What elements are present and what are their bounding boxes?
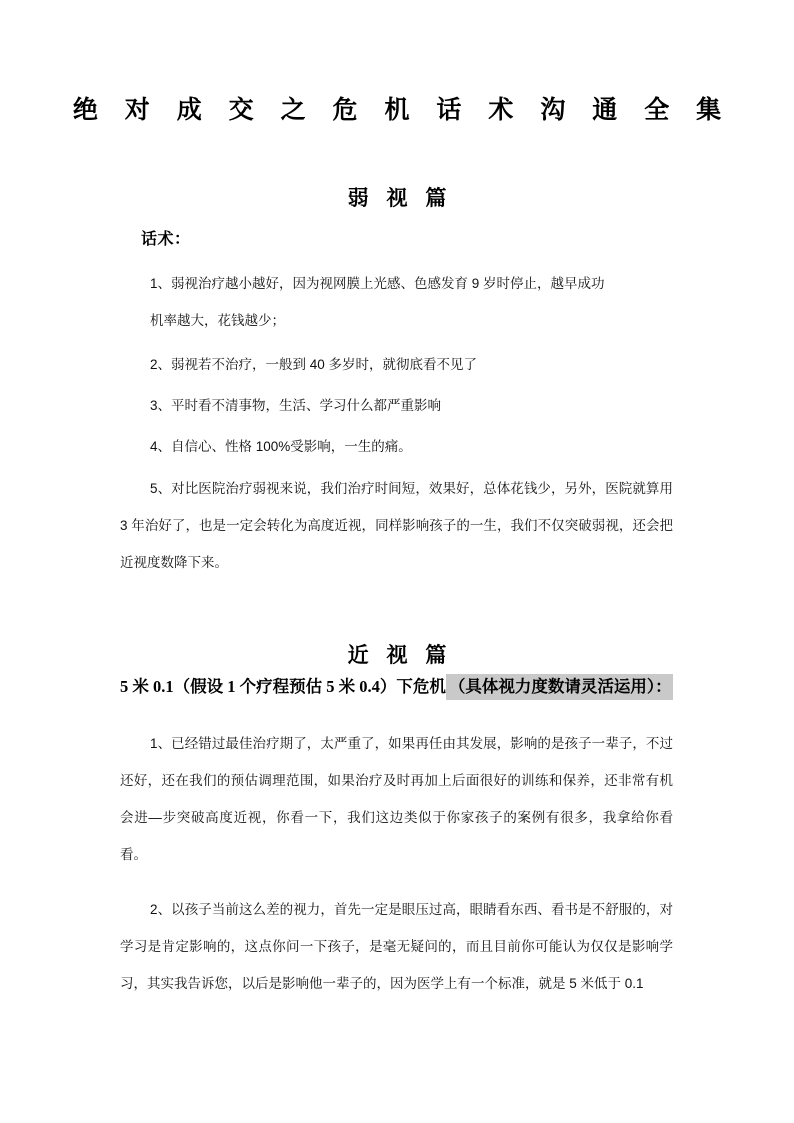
document-title: 绝 对 成 交 之 危 机 话 术 沟 通 全 集 bbox=[72, 96, 732, 124]
paragraph-myopia-2: 2、以孩子当前这么差的视力，首先一定是眼压过高，眼睛看东西、看书是不舒服的，对学习是肯定影响的，这点你问一下孩子，是毫无疑问的，而且目前你可能认为仅仅是影响学习，其实我告诉您，以后是影响他一辈子的，因为医学上有一个标准，就是 5 米低于 0.1 bbox=[120, 902, 673, 991]
script-label-amblyopia: 话术： bbox=[141, 231, 191, 248]
sub-heading-plain-text: 5 米 0.1（假设 1 个疗程预估 5 米 0.4）下危机 bbox=[120, 677, 446, 696]
paragraph-myopia-1: 1、已经错过最佳治疗期了，太严重了，如果再任由其发展，影响的是孩子一辈子，不过还好，还在我们的预估调理范围，如果治疗及时再加上后面很好的训练和保养，还非常有机会进—步突破高度近视，你看一下，我们这边类似于你家孩子的案例有很多，我拿给你看看。 bbox=[120, 736, 673, 862]
sub-heading-highlighted-text: （具体视力度数请灵活运用）： bbox=[446, 674, 673, 700]
list-item: 2、弱视若不治疗，一般到 40 多岁时，就彻底看不见了 bbox=[150, 357, 478, 372]
list-item-line2: 机率越大，花钱越少； bbox=[150, 313, 285, 328]
list-item-line1: 1、弱视治疗越小越好，因为视网膜上光感、色感发育 9 岁时停止，越早成功 bbox=[150, 276, 605, 291]
section-heading-amblyopia: 弱 视 篇 bbox=[347, 187, 453, 210]
paragraph-amblyopia-5: 5、对比医院治疗弱视来说，我们治疗时间短，效果好，总体花钱少，另外，医院就算用 3 年治好了，也是一定会转化为高度近视，同样影响孩子的一生，我们不仅突破弱视，还会把近视度数降下来。 bbox=[120, 481, 673, 570]
section-heading-myopia: 近 视 篇 bbox=[347, 644, 453, 667]
list-item: 4、自信心、性格 100%受影响，一生的痛。 bbox=[150, 439, 412, 454]
list-item: 3、平时看不清事物，生活、学习什么都严重影响 bbox=[150, 398, 442, 413]
list-item bbox=[120, 265, 673, 339]
sub-heading-myopia bbox=[120, 674, 680, 700]
